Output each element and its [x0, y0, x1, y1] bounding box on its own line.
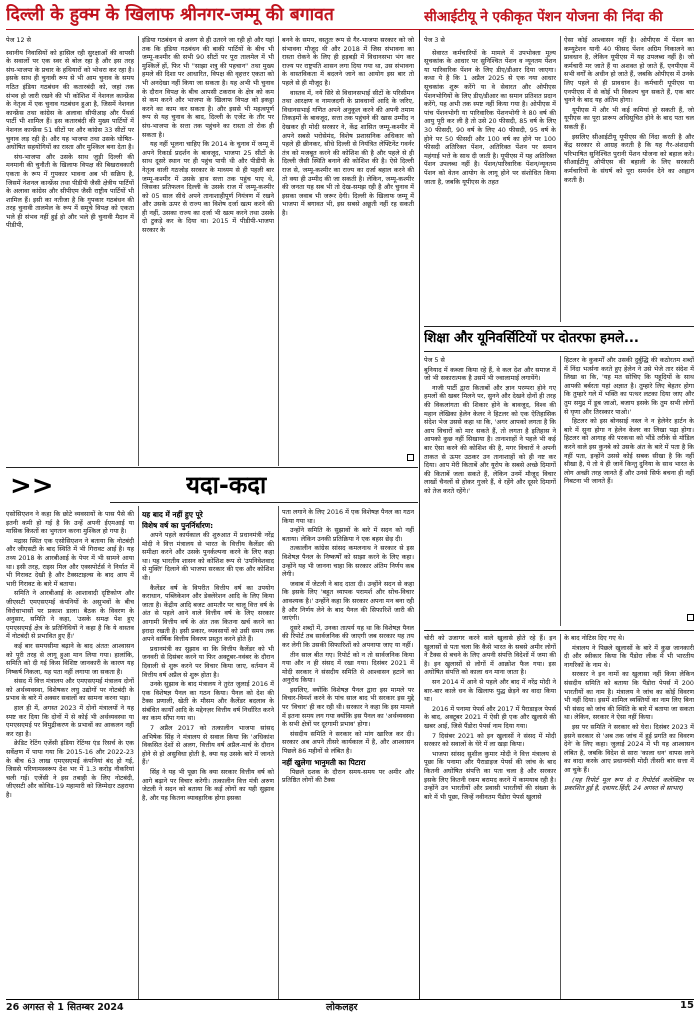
paragraph: बुनियाद में कब्जा किया रहे हैं, वे कल देश और समाज में जो भी सकारात्मक है उसमें भी ज्वालामाई लगायेंगे। — [424, 365, 556, 383]
article-citu-col2 — [564, 36, 694, 318]
article-msme-col1 — [6, 510, 134, 996]
subheading: विशेष वर्ष का पुनर्निर्धारण: — [142, 521, 214, 530]
paragraph: कई बार समयसीमा बढ़ाने के बाद अंततः आश्वासन को पूरी तरह से लागू हुआ मान लिया गया। हालांकि, समिति को दी गई किस विशिष्ट जानकारी के कारण यह निष्कर्ष निकला, यह पता नहीं लगाया जा सकता है। — [6, 641, 134, 676]
paragraph: यह नहीं भूलना चाहिए कि 2014 के चुनाव में जम्मू में अपने रिकार्ड प्रदर्शन के बावजूद, भाजपा 25 सीटों के साथ दूसरे स्थान पर ही पहुंच पायी थी और पीडीपी के नेतृत्व वाली गठजोड़ सरकार के माध्यम से ही पहली बार जम्मू-कश्मीर में उसके हाथ सत्ता तक पहुंच पाए थे, जिसका प्रतिफलन दिल्ली के उसके राज में जम्मू-कश्मीर को 05 साल सीधे अपने तानाशाहीपूर्ण नियंत्रण में रखने और उसके ऊपर से राज्य का विशेष दर्जा खत्म करने की ही नहीं, उसका राज्य का दर्जा भी खत्म करने तथा उसके दो टुकड़े कर के दिया था। 2015 में पीडीपी-भाजपा सरकार के — [142, 140, 274, 235]
paragraph: इसलिए सीआईटीयू यूपीएस की निंदा करती है और केंद्र सरकार से आग्रह करती है कि यह गैर-अंशदायी परिभाषित सुनिश्चित पुरानी पेंशन योजना को बहाल करे। सीआईटीयू ओपीएस की बहाली के लिए सरकारी कर्मचारियों के संघर्ष को पूरा समर्थन देने का आह्वान करती है। — [564, 132, 694, 184]
subheading: नहीं खुलेगा भानुमती का पिटारा — [282, 757, 366, 767]
paragraph: प्रधानमंत्री का सुझाव था कि वित्तीय कैलेंडर को भी जनवरी से दिसंबर करने या फिर अक्टूबर-नवंबर के दौरान दिवाली से शुरू करने पर विचार किया जाए, वर्तमान में वित्तीय वर्ष अप्रैल से शुरू होता है। — [142, 644, 274, 679]
end-mark-icon — [407, 454, 414, 461]
credit: (यह रिपोर्ट मूल रूप से द रिपोर्टर्स कलेक्टिव पर प्रकाशित हुई है, दवायर.हिंदी, 24 अगस्त से साभार) — [564, 775, 694, 793]
paragraph: तीन साल बीत गए। रिपोर्ट को न तो सार्वजनिक किया गया और न ही संसद में रखा गया। दिसंबर 2021 में मोदी सरकार ने संसदीय समिति से आश्वासन हटाने का अनुरोध किया। — [282, 650, 414, 685]
paragraph: एसोसिएशन ने कहा कि छोटे व्यवसायों के पास पैसे की इतनी कमी हो गई है कि उन्हें अपनी ईएमआई या मासिक किस्तों का भुगतान करना मुश्किल हो गया है। — [6, 510, 134, 536]
paragraph: संसदीय समिति ने सरकार को मांग खारिज कर दी। सरकार अब अपने तीसरे कार्यकाल में है, और आश्वासन पिछले 86 महीनों से लंबित है। — [282, 729, 414, 756]
paragraph: मद्रास स्थित एक एसोसिएशन ने बताया कि नोटबंदी और जीएसटी के बाद स्थिति में भी गिरावट आई है। यह तथ्य 2018 के आरबीआई के पेपर में भी सामने आया था। इसी तरह, राइस मिल और एक्सपोर्टर्स ने निर्यात में भी गिरावट देखी है और टैक्सटाइल्स के बाद आय में भारी गिरावट के बारे में बताया। — [6, 536, 134, 588]
rule — [110, 502, 418, 503]
footer-publication: लोकलहर — [326, 1002, 358, 1012]
column-divider — [278, 36, 279, 466]
article-kashmir-col3 — [282, 36, 414, 458]
paragraph: हिटलर को इस बोनसाई नस्ल ने न हेलेनेर हार्टन के बारे में सुना होगा न हेलेन केलर का लिखा पढ़ा होगा। हिटलर को आगाह की परकथा को भौंडे तरीके से मॉडिल करने वाले इस कुनबे को उसके अंत के बारे में पता है कि नहीं पता, इन्होंने उससे कोई सबक सीखा है कि नहीं सीखा है, ये तो ये ही जानें किन्तु दुनिया के साथ भारत के लोग अच्छी तरह जानते हैं और उनसे सिर्फ बचना ही नहीं निबटना भी जानते हैं। — [564, 417, 694, 486]
paragraph: उनके सुझाव के बाद मंत्रालय ने तुरंत जुलाई 2016 में एक विशेषज्ञ पैनल का गठन किया। पैनल को देश की टैक्स प्रणाली, खेती के मौसम और कैलेंडर बदलाव के संबंधित कार्यों आदि के मद्देनज़र वित्तीय वर्ष निर्धारित करने का काम सौंपा गया था। — [142, 680, 274, 723]
paragraph: नाजी पार्टी द्वारा किताबों और ज्ञान परम्परा होने गए हमलों की खबर मिलने पर, सुनने और देखने दोनों ही तरह की विकलांगता की शिकार होने के बावजूद, विश्व की महान लेखिका हेलेन केलर ने हिटलर को एक ऐतिहासिक संदेश भेज उससे कहा था कि, 'अगर आपको लगता है कि आप विचारों को मार सकते हैं, तो लगता है इतिहास ने आपको कुछ नहीं सिखाया है। तानाशाहों ने पहले भी कई बार ऐसा करने की कोशिश की है, मगर विचारों ने अपनी ताकत से ऊपर उठकर उन तानाशाहों को ही नष्ट कर दिया। आप मेरी किताबें और यूरोप के सबसे अच्छे दिमागों की किताबें जला सकते हैं, लेकिन उनमें मौजूद विचार लाखों चैनलों से होकर गुजरे हैं, वे रहेंगे और दूसरे दिमागों को तेज करते रहेंगे।' — [424, 383, 556, 495]
top-rule — [6, 29, 694, 30]
paragraph: वास्तव में, नये सिरे से विधानसभाई सीटों के परिसीमन तथा आरक्षण व नामजदगी के प्रावधानों आदि के जरिए, विधानसभाई गणित अपने अनुकूल करने की अपनी तमाम तिकड़मों के बावजूद, सत्ता तक पहुंचने की खास उम्मीद न देखकर ही मोदी सरकार ने, केंद्र शासित जम्मू-कश्मीर में अपने सबसे भरोसेमंद, विशेष प्रशासनिक अधिकार को पहले ही छीनकर, सीधे दिल्ली से नियंत्रित लेफ्टिनेंट गवर्नर तंत्र को मजबूत करने की कोशिश की है और पहले से ही दिल्ली जैसी स्थिति बनाने की कोशिश की है। ऐसे दिल्ली राज से, जम्मू-कश्मीर का राज्य का दर्जा बहाल करने की तो क्या ही उम्मीद की जा सकती है। लेकिन, जम्मू-कश्मीर की जनता यह सब भी तो देख-समझ रही है और चुनाव में इसका जवाब भी जरूर देगी। दिल्ली के खिलाफ जम्मू में भाजपा में बगावत भी, इस सबसे अछूती नहीं रह सकती है। — [282, 88, 414, 217]
article-kashmir-col1 — [6, 36, 134, 460]
paragraph: इसलिए, क्योंकि विशेषज्ञ पैनल द्वारा इस मामले पर विचार-विमर्श करने के पांच साल बाद भी सरकार इस मुद्दे पर 'विचार' ही कर रही थी। सरकार ने कहा कि इस मामले में इतना समय लग गया क्योंकि इस पैनल का 'अर्थव्यवस्था के सभी क्षेत्रों पर दूरगामी प्रभाव' होगा। — [282, 685, 414, 729]
end-mark-icon — [687, 614, 694, 621]
headline-kashmir: दिल्ली के हुक्म के खिलाफ श्रीनगर-जम्मू की बगावत — [6, 5, 334, 25]
headline-yada-kada: यदा-कदा — [186, 471, 267, 499]
paragraph: इस पर समिति ने सरकार को घेरा। दिसंबर 2023 में इसने सरकार से 'अब तक जांच में हुई प्रगति का विवरण देने' के लिए कहा। जुलाई 2024 में भी यह आश्वासन लंबित है, जबकि विदेश से सारा 'काला धन' वापस लाने का वादा करके आए प्रधानमंत्री मोदी तीसरी बार सत्ता में आ चुके हैं। — [564, 722, 694, 774]
paragraph: इंडिया गठबंधन से अलग से ही उतरने जा रही हो और यहां तक कि इंडिया गठबंधन की बाकी पार्टियों के बीच भी जम्मू-कश्मीर की सभी 90 सीटों पर पूरा तालमेल में भी मुश्किलें हों, फिर भी ''साझा शत्रु की पहचान'' तथा मुख्य हमले की दिशा पर आधारित, विपक्ष की वृहत्तर एकता को भी अनदेखा नहीं किया जा सकता है। यह अभी भी चुनाव के दौरान विपक्ष के बीच आपसी टकराव के क्षेत्र को कम से कम करने और भाजपा के खिलाफ विपक्ष को इकट्ठा करने का काम कर सकता है। और इससे भी महत्वपूर्ण रूप से यह चुनाव के बाद, दिल्ली के एजेंट के तौर पर संघ-भाजपा के सत्ता तक पहुंचने का रास्ता तो रोक ही सकता है। — [142, 36, 274, 139]
paragraph: भाजपा सांसद सुशील कुमार मोदी ने वित्त मंत्रालय से पूछा कि पनामा और पैराडाइज पेपर्स की जांच के बाद कितनी अघोषित संपत्ति का पता चला है और सरकार इसके लिए कितनी रकम बरामद करने में कामयाब रही है। उन्होंने उन भारतीयों और प्रवासी भारतीयों की संख्या के बारे में भी पूछा, जिन्हें नवीनतम पैंडोरा पेपर्स खुलासे — [424, 749, 556, 801]
paragraph: ऐसा कोई आश्वासन नहीं है। ओपीएस में पेंशन का कम्युटेशन यानी 40 फीसद पेंशन अग्रिम निकालने का प्रावधान है, लेकिन यूपीएस में यह उपलब्ध नहीं है। जो कर्मचारी मर जाते हैं या अशक्त हो जाते हैं, एनपीएस में सभी वर्गों के अधीन हो जाते हैं, जबकि ओपीएस में उनके लिए पहले से ही प्रावधान है। कर्मचारी यूपीएस या एनपीएस में से कोई भी विकल्प चुन सकते हैं, एक बार चुनने के बाद यह अंतिम होगा। — [564, 36, 694, 105]
rule — [424, 326, 694, 327]
paragraph: चोरी को उजागर करने वाले खुलासे होते रहे हैं। इन खुलासों से पता चला कि कैसे भारत के सबसे अमीर लोगों ने टैक्स से बचने के लिए अपनी संपत्ति विदेशों में जमा की है। इन खुलासों से लोगों में आक्रोश फैल गया। इस अघोषित संपत्ति को काला धन माना जाता है। — [424, 634, 556, 677]
paragraph: अपने पहले कार्यकाल की शुरुआत में प्रधानमंत्री नरेंद्र मोदी ने वित्त मंत्रालय से भारत के वित्तीय कैलेंडर की समीक्षा करने और उसके पुनर्कल्पना करने के लिए कहा था। यह भारतीय शासन को कोशिश रूप से 'उपनिवेशवाद से मुक्ति' दिलाने की भाजपा सरकार की एक और कोशिश थी। — [142, 531, 274, 582]
paragraph: संसद में वित्त मंत्रालय और एमएसएमई मंत्रालय दोनों को अर्थव्यवस्था, विशेषकर लघु उद्योगों पर नोटबंदी के प्रभाव के बारे में अक्सर सवालों का सामना करना पड़ा। — [6, 677, 134, 703]
paragraph: 7 अप्रैल 2017 को तत्कालीन भाजपा सांसद अभिषेक सिंह ने मंत्रालय से सवाल किया कि 'अधिकांश विकसित देशों से अलग, वित्तीय वर्ष अप्रैल-मार्च के दौरान होने से हो असुविधा होती है, क्या यह उसके बारे में जानते हैं।' — [142, 724, 274, 767]
paragraph: सिंह ने यह भी पूछा कि क्या सरकार वित्तीय वर्ष को आगे बढ़ाने पर विचार करेगी। तत्कालीन वित्त मंत्री अरुण जेटली ने सदन को बताया कि कई लोगों का यही सुझाव है, और यह कितना व्यावहारिक होगा इसका — [142, 768, 274, 802]
column-divider — [560, 356, 561, 626]
paragraph: मंत्रालय ने पिछले खुलासों के बारे में कुछ जानकारी दी और स्वीकार किया कि पैंडोरा लीक में भी भारतीय नागरिकों के नाम थे। — [564, 643, 694, 669]
rule — [424, 630, 694, 631]
arrow-right-icon: >> — [10, 471, 54, 501]
yada-kada-col1 — [142, 508, 274, 996]
paragraph: सन 2014 में आने से पहले और बाद में नरेंद्र मोदी ने बार-बार काले धन के खिलाफ युद्ध छेड़ने का वादा किया था। — [424, 677, 556, 704]
paragraph: के बाद नोटिस दिए गए थे। — [564, 634, 625, 642]
footer-date: 26 अगस्त से 1 सितम्बर 2024 — [6, 1002, 124, 1012]
paragraph: पिछले दशक के दौरान समय-समय पर अमीर और प्रतिष्ठित लोगों की टैक्स — [282, 767, 414, 785]
paragraph: दूसरे शब्दों में, उनका तात्पर्य यह था कि विशेषज्ञ पैनल की रिपोर्ट तब सार्वजनिक की जाएगी जब सरकार यह तय कर लेगी कि उसकी सिफारिशों को अपनाया जाए या नहीं। — [282, 623, 414, 649]
paragraph: पता लगाने के लिए 2016 में एक विशेषज्ञ पैनल का गठन किया गया था। — [282, 508, 414, 525]
yada-kada-col4 — [564, 634, 694, 996]
paragraph: जवाब में जेटली ने बाद दाता दी। उन्होंने सदन से कहा कि इसके लिए 'बहुत व्यापक परामर्श और सोच-विचार आवश्यक है।' उन्होंने कहा कि सरकार अपना मन बना रही है और निर्णय लेने के बाद पैनल की सिफारिशें जारी की जाएंगी। — [282, 579, 414, 623]
paragraph: हाल ही में, अगस्त 2023 में दोनों मंत्रालयों ने यह स्पष्ट कर दिया कि दोनों में से कोई भी अर्थव्यवस्था या एमएसएमई पर विमुद्रीकरण के प्रभावों का आकलन नहीं कर रहा है। — [6, 704, 134, 738]
footer-page-number: 15 — [680, 1000, 694, 1011]
paragraph: क्रेडिट रेटिंग एजेंसी इंडिया रेटिंग्स एंड रिसर्च के एक सर्वेक्षण में पाया गया कि 2015-16 और 2022-23 के बीच 63 लाख एमएसएमई कंपनियां बंद हो गई, जिससे परिणामस्वरूप देश भर में 1.3 करोड़ नौकरियां चली गई। एजेंसी ने इस तबाही के लिए नोटबंदी, जीएसटी और कोविड-19 महामारी को जिम्मेदार ठहराया है। — [6, 739, 134, 799]
paragraph: यूपीएस में और भी कई कमियां हो सकती हैं, जो यूपीएस का पूरा प्रारूप अधिसूचित होने के बाद पता चल सकती हैं। — [564, 105, 694, 131]
paragraph: बनने के समय, वस्तुतः रूप से गैर-भाजपा सरकार को जो संभावना मौजूद थी और 2018 में जिस संभावना का रास्ता रोकने के लिए ही हड़बड़ी में विधानसभा भंग कर राज्य पर राष्ट्रपति शासन लगा दिया गया था, उस संभावना के वास्तविकता में बदलने जाने का आयोग इस बार तो पहले से ही मौजूद है। — [282, 36, 414, 87]
column-divider — [278, 506, 279, 1000]
yada-kada-col2 — [282, 508, 414, 996]
rule — [6, 467, 418, 468]
column-divider — [138, 36, 139, 466]
paragraph: कैलेंडर वर्ष के विपरीत वित्तीय वर्ष का उपयोग कराधान, पब्लिकेशन और डेक्लेरेशन आदि के लिए किया जाता है। केंद्रीय आदि बजट आमतौर पर चालू वित्त वर्ष के अंत से पहले आने वाले वित्तीय वर्ष के लिए सरकार आगामी वित्तीय वर्ष के अंत तक कितना खर्च करने का इरादा रखती है। इसी प्रकार, व्यवसायों को उसी समय तक अपने वार्षिक वित्तीय विवरण प्रस्तुत करने होते हैं। — [142, 583, 274, 644]
rule — [424, 351, 694, 352]
paragraph: 2016 में पनामा पेपर्स और 2017 में पैराडाइज पेपर्स के बाद, अक्टूबर 2021 में ऐसी ही एक और खुलासे की खबर आई, जिसे पैंडोरा पेपर्स नाम दिया गया। — [424, 704, 556, 730]
page-ref: पेज 5 से — [424, 356, 445, 364]
paragraph: हिटलर के कुकर्मों और उसकी दुर्बुद्धि की कठोरतम शब्दों में निंदा भर्त्सना करते हुए हेलेन ने उसे भेजे तार संदेश में लिखा था कि, 'यह मत सोचिए कि यहूदियों के साथ आपकी बर्बरता यहां अज्ञात है। तुम्हारे लिए बेहतर होगा कि तुम्हारे गले में भक्ति का पत्थर लटका दिया जाए और तुम समुद्र में डूब जाओ, बजाय इसके कि तुम सभी लोगों से घृणा और तिरस्कार पाओ।' — [564, 356, 694, 416]
headline-citu: सीआईटीयू ने एकीकृत पेंशन योजना की निंदा की — [424, 9, 663, 25]
paragraph: समिति ने आरबीआई के आशावादी दृष्टिकोण और जीएसटी एमएसएमई कंपनियों के असुभवों के बीच विरोधाभासों पर प्रकाश डाला। बैठक के विवरण के अनुसार, समिति ने कहा, 'उसके समक्ष पेश हुए एमएसएमई क्षेत्र के प्रतिनिधियों ने कहा है कि ये वास्तव में नोटबंदी से प्रभावित हुए हैं।' — [6, 589, 134, 641]
article-education-col1 — [424, 356, 556, 626]
article-education-col2 — [564, 356, 694, 614]
column-divider — [560, 634, 561, 1000]
column-divider — [138, 506, 139, 1000]
paragraph: सरकार ने इन नामों का खुलासा नहीं किया लेकिन संसदीय समिति को बताया कि पैंडोरा पेपर्स में 200 भारतीयों का नाम है। मंत्रालय ने जांच का कोई विवरण भी नहीं दिया। इसमें शामिल व्यक्तियों का नाम लिए बिना भी संसद को जांच की स्थिति के बारे में बताया जा सकता था। लेकिन, सरकार ने ऐसा नहीं किया। — [564, 670, 694, 722]
paragraph: उन्होंने समिति के सुझावों के बारे में सदन को नहीं बताया। लेकिन उनकी प्रतिक्रिया ने एक बहस छेड़ दी। — [282, 526, 414, 543]
column-divider — [560, 36, 561, 322]
article-citu-col1 — [424, 36, 556, 322]
paragraph: संघ-भाजपा और उसके साथ जुड़ी दिल्ली की मनमानी की चुनौती के खिलाफ विपक्ष की बिखरावकारी एकता के रूप में गुपकार भावना अब भी सक्रिय है, जिसमें नेशनल कान्फ्रेंस तथा पीडीपी जैसी क्षेत्रीय पार्टियों के अलावा कांग्रेस और सीपीएम जैसी राष्ट्रीय पार्टियों भी शामिल हैं। इसी का नतीजा है कि गुपकार गठबंधन की तरह चुनावी तालमेल के रूप में समूचे विपक्ष को एकता भले ही संभव नहीं हुई हो और भले ही चुनावी मैदान में पीडीपी, — [6, 152, 134, 230]
paragraph: सेवारत कर्मचारियों के मामले में उपभोक्ता मूल्य सूचकांक के आधार पर सुनिश्चित पेंशन व न्यूनतम पेंशन या पारिवारिक पेंशन के लिए डीए/डीआर दिया जाएगा। कथा ये है कि 1 अप्रैल 2025 से एक नया आधार सूचकांक शुरू करेंगे या वे सेवारत और ओपीएस पेंशनभोगियों के लिए डीए/डीआर का समान प्रतिशत प्रदान करेंगे, यह अभी तक स्पष्ट नहीं किया गया है। ओपीएस में पांच पेंशनभोगी या पारिवारिक पेंशनभोगी ने 80 वर्ष की आयु पूरी कर ली है तो उसे 20 फीसदी, 85 वर्ष के लिए 30 फीसदी, 90 वर्ष के लिए 40 फीसदी, 95 वर्ष के होने पर 50 फीसदी और 100 वर्ष का होने पर 100 फीसदी अतिरिक्त पेंशन, अतिरिक्त पेंशन पर समान महंगाई भत्ते के साथ दी जाती है। यूपीएस में यह अतिरिक्त पेंशन उपलब्ध नहीं है। पेंशन/पारिवारिक पेंशन/न्यूनतम पेंशन को वेतन आयोग के लागू होने पर संशोधित किया जाता है, जबकि यूपीएस के तहत — [424, 48, 556, 186]
paragraph: तत्कालीन कांग्रेस सांसद कमलनाथ ने सरकार से इस विशेषज्ञ पैनल के निष्कर्षों को साझा करने के लिए कहा। उन्होंने यह भी जानना चाहा कि सरकार अंतिम निर्णय कब लेगी। — [282, 544, 414, 579]
subheading: यह बाद में नहीं हुए पूरे — [142, 510, 203, 519]
paragraph: 7 दिसंबर 2021 को इन खुलासों ने संसद में मोदी सरकार को सवालों के घेरे में ला खड़ा किया। — [424, 731, 556, 749]
article-kashmir-col2 — [142, 36, 274, 460]
headline-education: शिक्षा और यूनिवर्सिटियों पर दोतरफा हमले... — [424, 331, 639, 346]
section-divider — [419, 30, 420, 1000]
page-ref: पेज 3 से — [424, 36, 445, 44]
yada-kada-col3 — [424, 634, 556, 996]
page-ref: पेज 12 से — [6, 36, 31, 44]
paragraph: स्थानीय निवासियों को हासिल रही सुरक्षाओं की वापसी के सवालों पर एक स्वर से बोल रहा है और इस तरह संघ-भाजपा के प्रचार के हथियारों को भोथरा कर रहा है। इसके साथ ही चुनावी रूप से भी आम चुनाव के समय गठित इंडिया गठबंधन की कतारबंदी को, जहां तक संभव हो जारी रखने की भी कोशिश में नेशनल कान्फ्रेंस के नेतृत्व में एक चुनाव गठबंधन हुआ है, जिसमें नेशनल कान्फ्रेंस तथा कांग्रेस के अलावा सीपीआइ और पैंथर्स पार्टी भी शामिल हैं। इस कतारबंदी की मुख्य पार्टियों में नेशनल कान्फ्रेंस 51 सीटों पर और कांग्रेस 33 सीटों पर चुनाव लड़ रही है। और यह भाजपा तथा उसके घोषित-अघोषित सहयोगियों का रास्ता और मुश्किल बना देता है। — [6, 48, 134, 152]
